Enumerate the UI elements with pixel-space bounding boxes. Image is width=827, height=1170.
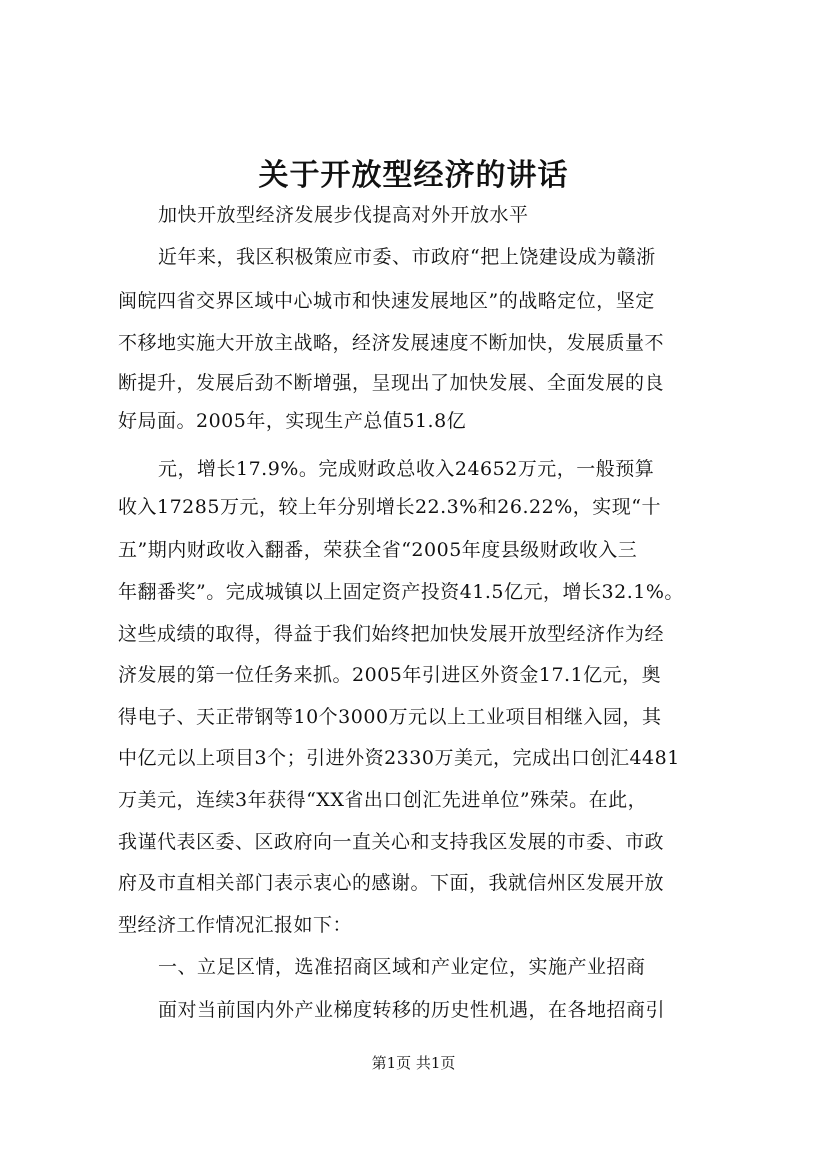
body-line: 断提升，发展后劲不断增强，呈现出了加快发展、全面发展的良 [118,372,665,394]
body-line: 济发展的第一位任务来抓。2005年引进区外资金17.1亿元，奥 [118,664,662,686]
subtitle-line: 加快开放型经济发展步伐提高对外开放水平 [158,204,529,226]
body-line: 年翻番奖”。完成城镇以上固定资产投资41.5亿元，增长32.1%。 [118,581,684,603]
body-line: 这些成绩的取得，得益于我们始终把加快发展开放型经济作为经 [118,623,665,645]
body-line: 五”期内财政收入翻番，荣获全省“2005年度县级财政收入三 [118,539,638,561]
page-footer: 第1页 共1页 [371,1054,456,1072]
body-line: 我谨代表区委、区政府向一直关心和支持我区发展的市委、市政 [118,831,665,853]
body-line: 型经济工作情况汇报如下： [118,914,353,936]
body-line: 面对当前国内外产业梯度转移的历史性机遇，在各地招商引 [158,999,666,1021]
body-line: 收入17285万元，较上年分别增长22.3%和26.22%，实现“十 [118,496,661,518]
document-title: 关于开放型经济的讲话 [258,158,569,193]
body-line: 不移地实施大开放主战略，经济发展速度不断加快，发展质量不 [118,332,665,354]
body-line: 府及市直相关部门表示衷心的感谢。下面，我就信州区发展开放 [118,872,665,894]
body-line: 得电子、天正带钢等10个3000万元以上工业项目相继入园，其 [118,706,662,728]
body-line: 好局面。2005年，实现生产总值51.8亿 [118,410,467,432]
body-line: 中亿元以上项目3个；引进外资2330万美元，完成出口创汇4481 [118,747,680,769]
body-line: 元，增长17.9%。完成财政总收入24652万元，一般预算 [158,458,655,480]
section-heading: 一、立足区情，选准招商区域和产业定位，实施产业招商 [158,956,646,978]
body-line: 近年来，我区积极策应市委、市政府“把上饶建设成为赣浙 [158,246,656,268]
body-line: 闽皖四省交界区域中心城市和快速发展地区”的战略定位，坚定 [118,290,655,312]
body-line: 万美元，连续3年获得“XX省出口创汇先进单位”殊荣。在此， [118,789,648,811]
